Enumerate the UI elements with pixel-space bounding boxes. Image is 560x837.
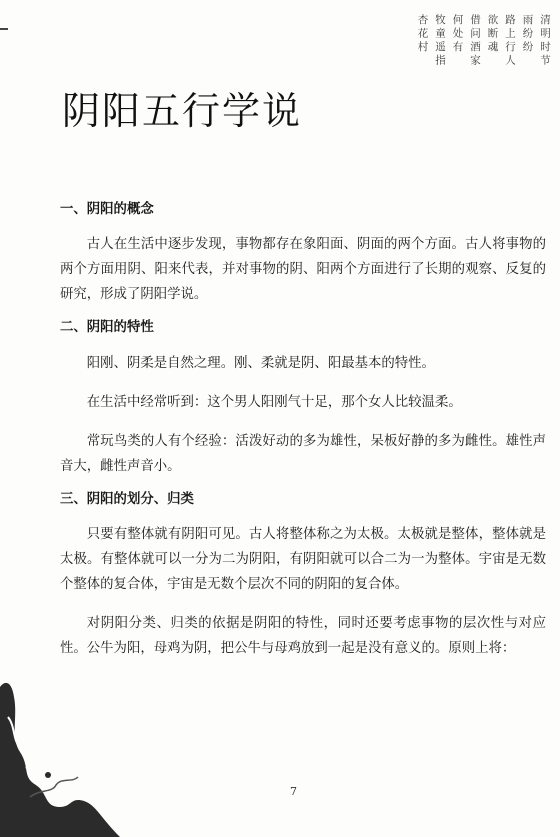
- paragraph: 常玩鸟类的人有个经验：活泼好动的多为雄性，呆板好静的多为雌性。雄性声音大，雌性声音小。: [60, 433, 546, 474]
- poem-column: 杏花村: [416, 14, 429, 55]
- poem-column: 何处有: [451, 14, 464, 55]
- paragraph: 对阴阳分类、归类的依据是阴阳的特性，同时还要考虑事物的层次性与对应性。公牛为阳，母鸡为阴，把公牛与母鸡放到一起是没有意义的。原则上将：: [60, 616, 546, 657]
- margin-mark: [0, 28, 8, 30]
- poem-column: 清明时节: [539, 14, 551, 68]
- poem-block: [417, 14, 550, 68]
- ink-landscape-illustration: [0, 657, 120, 837]
- paragraph: 阳刚、阴柔是自然之理。刚、柔就是阴、阳最基本的特性。: [86, 355, 435, 371]
- paragraph: 只要有整体就有阴阳可见。古人将整体称之为太极。太极就是整体，整体就是太极。有整体就可以一分为二为阴阳，有阴阳就可以合二为一为整体。宇宙是无数个整体的复合体，宇宙是无数个层次不同的阴阳的复合体。: [60, 527, 546, 593]
- paragraph: 古人在生活中逐步发现，事物都存在象阳面、阴面的两个方面。古人将事物的两个方面用阴、阳来代表，并对事物的阴、阳两个方面进行了长期的观察、反复的研究，形成了阴阳学说。: [60, 237, 546, 303]
- page-number: 7: [290, 785, 297, 798]
- section-concept: [60, 203, 546, 307]
- poem-column: 路上行人: [504, 14, 516, 68]
- section-classification: [60, 493, 546, 661]
- paragraph: 在生活中经常听到：这个男人阳刚气十足，那个女人比较温柔。: [86, 394, 462, 410]
- poem-column: 借问酒家: [469, 14, 481, 68]
- page-title: 阴阳五行学说: [62, 89, 303, 133]
- poem-column: 欲断魂: [486, 14, 499, 55]
- main-content: [60, 203, 546, 675]
- section-properties: [60, 321, 546, 478]
- section-heading: 二、阴阳的特性: [60, 320, 154, 336]
- section-heading: 一、阴阳的概念: [60, 202, 154, 217]
- poem-column: 雨纷纷: [521, 14, 534, 55]
- section-heading: 三、阴阳的划分、归类: [60, 491, 194, 507]
- poem-column: 牧童遥指: [434, 14, 446, 68]
